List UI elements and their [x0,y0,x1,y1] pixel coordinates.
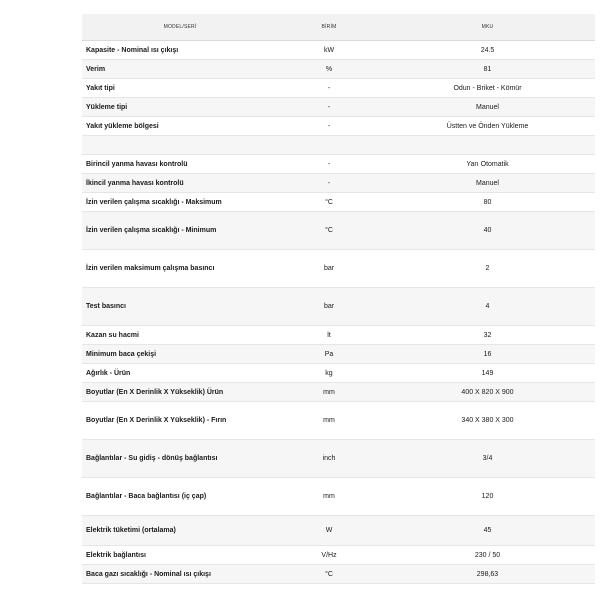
row-value: 16 [380,345,595,364]
row-label: Bağlantılar - Baca bağlantısı (iç çap) [82,478,278,516]
row-unit: °C [278,565,380,584]
row-unit: mm [278,478,380,516]
table-row [82,364,595,383]
row-label: Birincil yanma havası kontrolü [82,155,278,174]
row-value: 2 [380,250,595,288]
row-unit: mm [278,402,380,440]
table-row [82,41,595,60]
table-row [82,345,595,364]
table-row [82,174,595,193]
row-value: 230 / 50 [380,546,595,565]
table-row [82,136,595,155]
row-label: Ağırlık - Ürün [82,364,278,383]
row-value: 120 [380,478,595,516]
row-label: İzin verilen maksimum çalışma basıncı [82,250,278,288]
row-unit: V/Hz [278,546,380,565]
spec-table [82,14,595,584]
row-unit: °C [278,193,380,212]
row-value: 298,63 [380,565,595,584]
header-code: MKU [380,14,595,41]
row-label: Kapasite - Nominal ısı çıkışı [82,41,278,60]
row-label: Test basıncı [82,288,278,326]
table-row [82,288,595,326]
row-unit: W [278,516,380,546]
row-label: İzin verilen çalışma sıcaklığı - Maksimum [82,193,278,212]
row-unit: - [278,117,380,136]
row-value: 3/4 [380,440,595,478]
row-unit: - [278,79,380,98]
row-label: Baca gazı sıcaklığı - Nominal ısı çıkışı [82,565,278,584]
row-label: Yakıt tipi [82,79,278,98]
header-unit: BİRİM [278,14,380,41]
table-row [82,402,595,440]
table-row [82,565,595,584]
table-row [82,193,595,212]
row-unit: Pa [278,345,380,364]
table-row [82,98,595,117]
row-unit: kg [278,364,380,383]
row-unit: °C [278,212,380,250]
row-value: 80 [380,193,595,212]
table-row [82,60,595,79]
row-unit: bar [278,250,380,288]
row-value: Manuel [380,98,595,117]
row-unit: inch [278,440,380,478]
row-label: Boyutlar (En X Derinlik X Yükseklik) - Fırın [82,402,278,440]
row-unit: lt [278,326,380,345]
row-value: 45 [380,516,595,546]
row-label [82,136,278,155]
table-row [82,117,595,136]
row-label: Kazan su hacmi [82,326,278,345]
row-value: 24.5 [380,41,595,60]
row-label: Yükleme tipi [82,98,278,117]
row-value: 340 X 380 X 300 [380,402,595,440]
row-label: Bağlantılar - Su gidiş - dönüş bağlantısı [82,440,278,478]
row-value [380,136,595,155]
table-row [82,478,595,516]
row-value: 149 [380,364,595,383]
row-value: Manuel [380,174,595,193]
row-value: Yarı Otomatik [380,155,595,174]
row-value: 400 X 820 X 900 [380,383,595,402]
table-row [82,326,595,345]
row-value: 4 [380,288,595,326]
row-label: Boyutlar (En X Derinlik X Yükseklik) Ürün [82,383,278,402]
row-unit: kW [278,41,380,60]
row-unit: mm [278,383,380,402]
row-value: Odun - Briket - Kömür [380,79,595,98]
row-label: Elektrik bağlantısı [82,546,278,565]
table-row [82,79,595,98]
table-header-row [82,14,595,41]
table-row [82,250,595,288]
row-unit: % [278,60,380,79]
row-label: Minimum baca çekişi [82,345,278,364]
row-value: 81 [380,60,595,79]
row-value: 32 [380,326,595,345]
table-row [82,440,595,478]
row-unit [278,136,380,155]
row-unit: - [278,98,380,117]
spec-table-body [82,41,595,584]
table-row [82,546,595,565]
table-row [82,516,595,546]
row-label: Verim [82,60,278,79]
table-row [82,155,595,174]
row-unit: - [278,174,380,193]
row-label: İzin verilen çalışma sıcaklığı - Minimum [82,212,278,250]
header-model: MODEL/SERİ [82,14,278,41]
row-unit: bar [278,288,380,326]
spec-sheet [82,14,595,607]
row-value: 40 [380,212,595,250]
row-label: Elektrik tüketimi (ortalama) [82,516,278,546]
row-label: Yakıt yükleme bölgesi [82,117,278,136]
table-row [82,212,595,250]
row-unit: - [278,155,380,174]
row-label: İkincil yanma havası kontrolü [82,174,278,193]
row-value: Üstten ve Önden Yükleme [380,117,595,136]
table-row [82,383,595,402]
